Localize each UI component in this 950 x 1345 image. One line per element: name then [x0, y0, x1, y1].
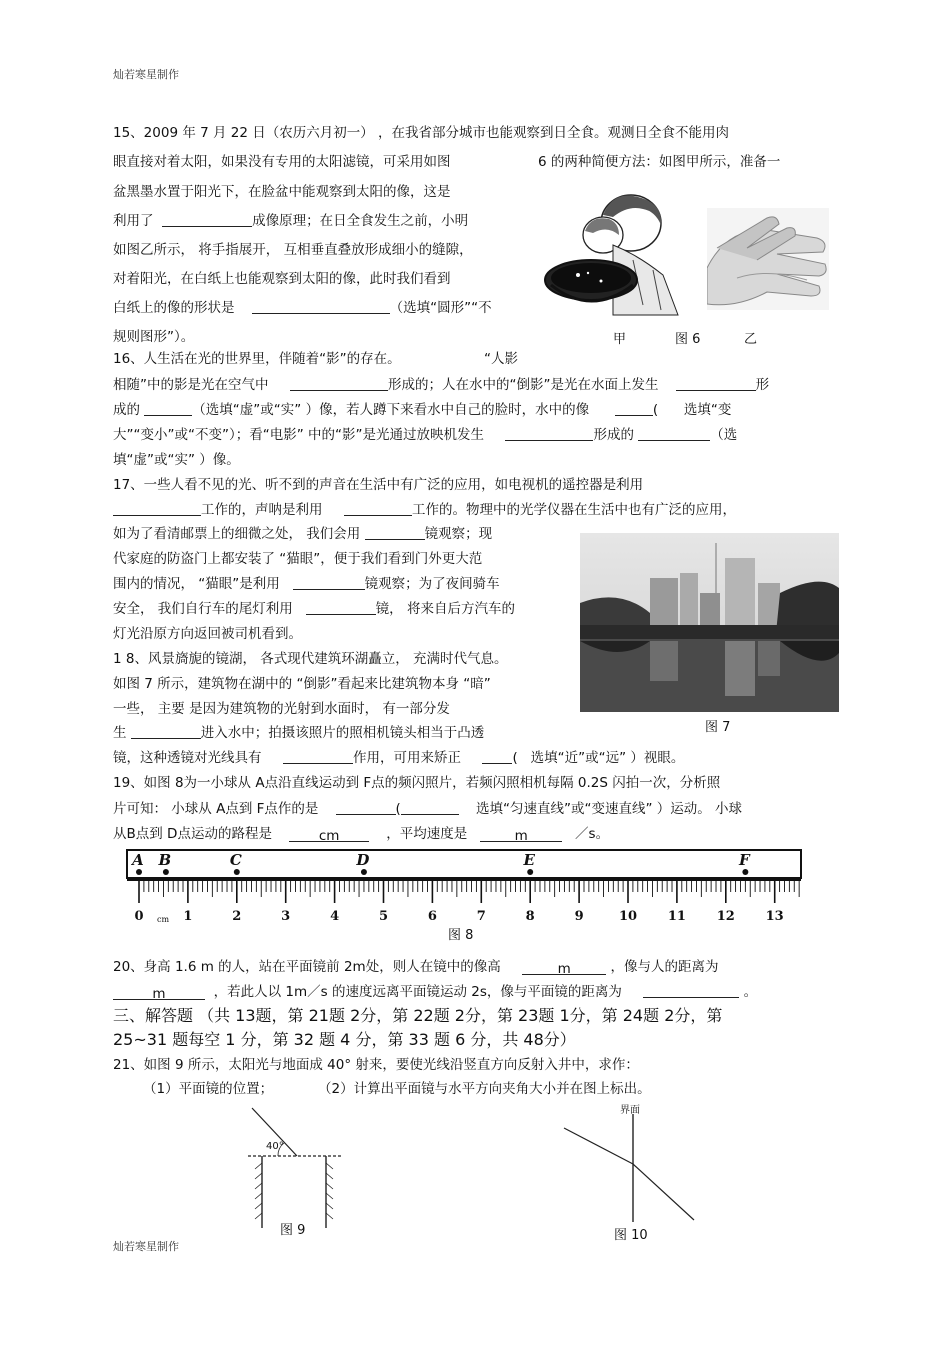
answer-blank[interactable] [252, 299, 390, 314]
answer-blank[interactable] [643, 983, 739, 998]
figure-6-label-yi: 乙 [744, 332, 758, 347]
figure-8-caption: 图 8 [448, 928, 474, 943]
figure-6-yi-image [707, 208, 829, 310]
q18-line-1: 1 8、风景旖旎的镜湖， 各式现代建筑环湖矗立， 充满时代气息。 [113, 651, 508, 667]
ruler-tick-label: 12 [716, 909, 735, 924]
section-3-heading-line-1: 三、解答题 （共 13题，第 21题 2分，第 22题 2分，第 23题 1分，第 24题 2分，第 [113, 1006, 723, 1025]
answer-blank[interactable] [144, 401, 192, 416]
ruler-tick-label: 0 [134, 909, 144, 924]
q17-line-5: 围内的情况， “猫眼”是利用 镜观察；为了夜间骑车 [113, 576, 500, 592]
ruler-tick-label: 5 [378, 909, 389, 924]
answer-blank[interactable] [113, 501, 201, 516]
q17-line-2: 工作的，声呐是利用 工作的。物理中的光学仪器在生活中也有广泛的应用， [113, 501, 736, 519]
ruler-tick-label: 4 [330, 909, 340, 924]
ruler-unit-label: cm [157, 915, 170, 924]
ruler-tick-label: 13 [765, 909, 784, 924]
figure-10-caption: 图 10 [614, 1228, 648, 1243]
page-footer: 灿若寒星制作 [113, 1240, 179, 1253]
q18-line-5: 镜，这种透镜对光线具有 作用，可用来矫正 ( 选填“近”或“远” ）视眼。 [113, 750, 685, 766]
q17-line-4: 代家庭的防盗门上都安装了 “猫眼”，便于我们看到门外更大范 [113, 551, 483, 567]
ruler-strip [127, 850, 801, 878]
ball-position-label: A [132, 851, 144, 869]
ball-position-label: D [356, 851, 370, 869]
answer-blank[interactable] [401, 800, 459, 815]
answer-blank-m[interactable]: m [113, 985, 205, 1000]
q15-line-8: 规则图形”）。 [113, 329, 195, 345]
q21-line-2b: （2）计算出平面镜与水平方向夹角大小并在图上标出。 [318, 1081, 651, 1097]
figure-10-refraction-diagram [560, 1114, 700, 1224]
answer-blank[interactable] [615, 401, 653, 416]
q17-line-7: 灯光沿原方向返回被司机看到。 [113, 626, 302, 642]
q20-line-2: m ，若此人以 1m／s 的速度远离平面镜运动 2s，像与平面镜的距离为 。 [113, 983, 757, 1001]
q18-line-4: 生 进入水中；拍摄该照片的照相机镜头相当于凸透 [113, 725, 485, 741]
q16-line-2: 相随”中的影是光在空气中 形成的；人在水中的“倒影”是光在水面上发生 形 [113, 377, 770, 393]
answer-blank[interactable] [283, 749, 353, 764]
ball-position-label: B [158, 851, 172, 869]
q16-line-5: 填“虚”或“实” ）像。 [113, 452, 240, 468]
ball-position-label: F [739, 851, 750, 869]
q16-line-1b: “人影 [484, 351, 518, 367]
q16-line-4: 大”“变小”或“不变”）；看“电影” 中的“影”是光通过放映机发生 形成的 （选 [113, 427, 738, 443]
ball-position-dot [136, 869, 142, 875]
section-3-heading-line-2: 25~31 题每空 1 分，第 32 题 4 分，第 33 题 6 分，共 48分） [113, 1030, 576, 1049]
q21-line-1: 21、如图 9 所示，太阳光与地面成 40° 射来，要使光线沿竖直方向反射入井中，求作： [113, 1057, 639, 1073]
ball-position-dot [527, 869, 533, 875]
q16-line-3: 成的 （选填“虚”或“实” ）像，若人蹲下来看水中自己的脸时，水中的像 ( 选填“变 [113, 402, 732, 418]
answer-blank[interactable] [290, 376, 388, 391]
answer-blank[interactable] [638, 426, 710, 441]
q18-line-2: 如图 7 所示，建筑物在湖中的 “倒影”看起来比建筑物本身 “暗” [113, 676, 491, 692]
ruler-tick-label: 8 [525, 909, 535, 924]
answer-blank[interactable] [336, 800, 396, 815]
answer-blank[interactable] [365, 525, 425, 540]
figure-6-jia-image [543, 185, 688, 323]
ruler-tick-label: 3 [281, 909, 291, 924]
answer-blank-m[interactable]: m [480, 827, 562, 842]
figure-9-well-diagram [240, 1103, 355, 1238]
ball-position-dot [163, 869, 169, 875]
answer-blank[interactable] [131, 724, 201, 739]
answer-blank-cm[interactable]: cm [289, 827, 369, 842]
ruler-tick-label: 7 [476, 909, 486, 924]
ruler-tick-label: 11 [667, 909, 686, 924]
figure-6-caption: 图 6 [675, 332, 701, 347]
q19-line-3: 从B点到 D点运动的路程是 cm ，平均速度是 m ／s。 [113, 826, 610, 844]
q15-line-4: 利用了 成像原理；在日全食发生之前，小明 [113, 213, 469, 229]
figure-7-photo [580, 533, 839, 712]
figure-6-label-jia: 甲 [613, 332, 627, 347]
q19-line-1: 19、如图 8为一小球从 A点沿直线运动到 F点的频闪照片，若频闪照相机每隔 0.2S 闪拍一次，分析照 [113, 775, 721, 791]
figure-8-ruler [125, 848, 805, 926]
answer-blank[interactable] [162, 212, 252, 227]
ball-position-dot [234, 869, 240, 875]
figure-9-caption: 图 9 [280, 1223, 306, 1238]
q18-line-3: 一些， 主要 是因为建筑物的光射到水面时， 有一部分发 [113, 701, 450, 717]
figure-9-angle-label: 40° [266, 1141, 284, 1152]
q15-line-2a: 眼直接对着太阳，如果没有专用的太阳滤镜，可采用如图 [113, 154, 451, 170]
figure-10-interface-label: 界面 [620, 1105, 640, 1116]
q19-line-2: 片可知： 小球从 A点到 F点作的是 ( 选填“匀速直线”或“变速直线” ）运动。 小球 [113, 801, 743, 817]
answer-blank[interactable] [344, 501, 412, 516]
answer-blank[interactable] [306, 600, 376, 615]
q17-line-6: 安全， 我们自行车的尾灯利用 镜， 将来自后方汽车的 [113, 601, 515, 617]
answer-blank[interactable] [482, 749, 512, 764]
ruler-tick-label: 6 [427, 909, 437, 924]
q15-line-6: 对着阳光，在白纸上也能观察到太阳的像，此时我们看到 [113, 271, 451, 287]
q15-line-7: 白纸上的像的形状是 （选填“圆形”“不 [113, 300, 492, 316]
ball-position-label: C [229, 851, 242, 869]
answer-blank[interactable] [293, 575, 365, 590]
ruler-tick-label: 10 [618, 909, 638, 924]
ball-position-dot [742, 869, 748, 875]
q15-line-2b: 6 的两种简便方法：如图甲所示，准备一 [538, 154, 781, 170]
q16-line-1a: 16、人生活在光的世界里，伴随着“影”的存在。 [113, 351, 401, 367]
q17-line-1: 17、一些人看不见的光、听不到的声音在生活中有广泛的应用，如电视机的遥控器是利用 [113, 477, 644, 493]
q15-line-3: 盆黑墨水置于阳光下，在脸盆中能观察到太阳的像，这是 [113, 184, 451, 200]
q15-line-1: 15、2009 年 7 月 22 日（农历六月初一） ，在我省部分城市也能观察到日全食。观测日全食不能用肉 [113, 125, 730, 141]
answer-blank[interactable] [505, 426, 593, 441]
figure-7-caption: 图 7 [705, 720, 731, 735]
answer-blank[interactable] [676, 376, 756, 391]
q21-line-2a: （1）平面镜的位置； [143, 1081, 274, 1097]
ruler-tick-label: 1 [183, 909, 193, 924]
ruler-tick-label: 9 [574, 909, 584, 924]
page-header: 灿若寒星制作 [113, 68, 179, 81]
ball-position-label: E [523, 851, 535, 869]
q15-line-5: 如图乙所示， 将手指展开， 互相垂直叠放形成细小的缝隙， [113, 242, 473, 258]
answer-blank-m[interactable]: m [522, 960, 606, 975]
q20-line-1: 20、身高 1.6 m 的人，站在平面镜前 2m处，则人在镜中的像高 m ，像与人的距离为 [113, 959, 719, 977]
ruler-tick-label: 2 [232, 909, 242, 924]
q17-line-3: 如为了看清邮票上的细微之处， 我们会用 镜观察；现 [113, 526, 493, 542]
ball-position-dot [361, 869, 367, 875]
